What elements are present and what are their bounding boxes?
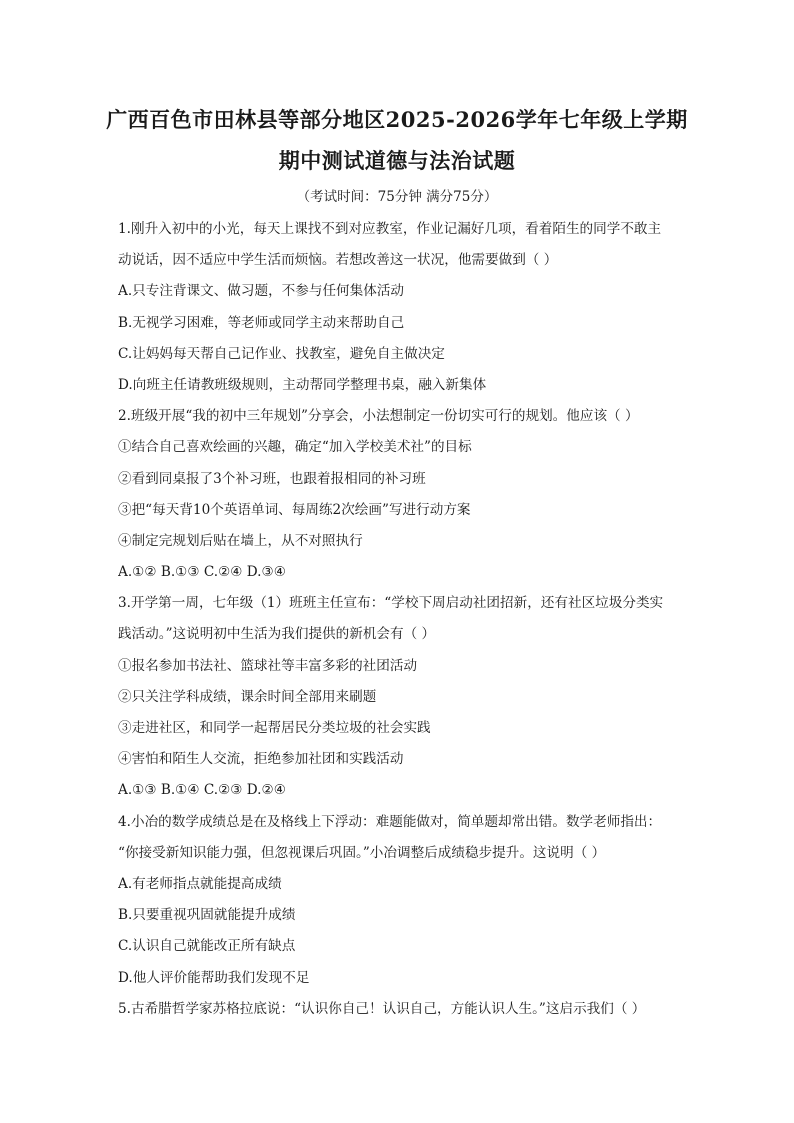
question-stem-line: 4.小冶的数学成绩总是在及格线上下浮动：难题能做对，简单题却常出错。数学老师指出：	[118, 813, 662, 830]
question-answer-choices: A.①③ B.①④ C.②③ D.②④	[118, 782, 286, 799]
question-option: ①报名参加书法社、篮球社等丰富多彩的社团活动	[118, 657, 418, 674]
question-1	[118, 214, 686, 401]
question-option: ④制定完规划后贴在墙上，从不对照执行	[118, 532, 363, 549]
question-stem-line: 5.古希腊哲学家苏格拉底说：“认识你自己！认识自己，方能认识人生。”这启示我们（ ）	[118, 1000, 646, 1017]
question-option: ①结合自己喜欢绘画的兴趣，确定“加入学校美术社”的目标	[118, 439, 472, 456]
question-stem-line: “你接受新知识能力强，但忽视课后巩固。”小冶调整后成绩稳步提升。这说明（ ）	[118, 844, 606, 861]
question-list	[118, 214, 686, 1025]
question-option: ③把“每天背10个英语单词、每周练2次绘画”写进行动方案	[118, 501, 471, 518]
exam-info: （考试时间：75分钟 满分75分）	[296, 189, 498, 205]
question-option: B.无视学习困难，等老师或同学主动来帮助自己	[118, 314, 405, 331]
question-5	[118, 994, 686, 1025]
question-stem-line: 践活动。”这说明初中生活为我们提供的新机会有（ ）	[118, 626, 436, 643]
question-option: ②看到同桌报了3个补习班，也跟着报相同的补习班	[118, 470, 426, 487]
question-stem-line: 3.开学第一周，七年级（1）班班主任宣布：“学校下周启动社团招新，还有社区垃圾分类实	[118, 595, 664, 612]
question-4	[118, 807, 686, 994]
question-option: B.只要重视巩固就能提升成绩	[118, 907, 296, 924]
question-option: C.让妈妈每天帮自己记作业、找教室，避免自主做决定	[118, 345, 445, 362]
question-stem-line: 2.班级开展“我的初中三年规划”分享会，小法想制定一份切实可行的规划。他应该（ ）	[118, 408, 639, 425]
exam-title-line2: 期中测试道德与法治试题	[278, 148, 516, 173]
question-option: A.只专注背课文、做习题，不参与任何集体活动	[118, 283, 405, 300]
question-option: D.他人评价能帮助我们发现不足	[118, 969, 310, 986]
question-option: ②只关注学科成绩，课余时间全部用来刷题	[118, 688, 377, 705]
question-option: C.认识自己就能改正所有缺点	[118, 938, 296, 955]
question-3	[118, 588, 686, 806]
question-option: ③走进社区，和同学一起帮居民分类垃圾的社会实践	[118, 720, 431, 736]
question-answer-choices: A.①② B.①③ C.②④ D.③④	[118, 564, 286, 581]
question-2	[118, 401, 686, 588]
question-option: D.向班主任请教班级规则，主动帮同学整理书桌，融入新集体	[118, 376, 487, 393]
question-stem-line: 1.刚升入初中的小光，每天上课找不到对应教室，作业记漏好几项，看着陌生的同学不敢主	[118, 221, 662, 237]
question-option: ④害怕和陌生人交流，拒绝参加社团和实践活动	[118, 751, 404, 768]
question-option: A.有老师指点就能提高成绩	[118, 875, 282, 892]
exam-title-line1: 广西百色市田林县等部分地区2025-2026学年七年级上学期	[106, 107, 688, 132]
question-stem-line: 动说话，因不适应中学生活而烦恼。若想改善这一状况，他需要做到（ ）	[118, 252, 558, 269]
